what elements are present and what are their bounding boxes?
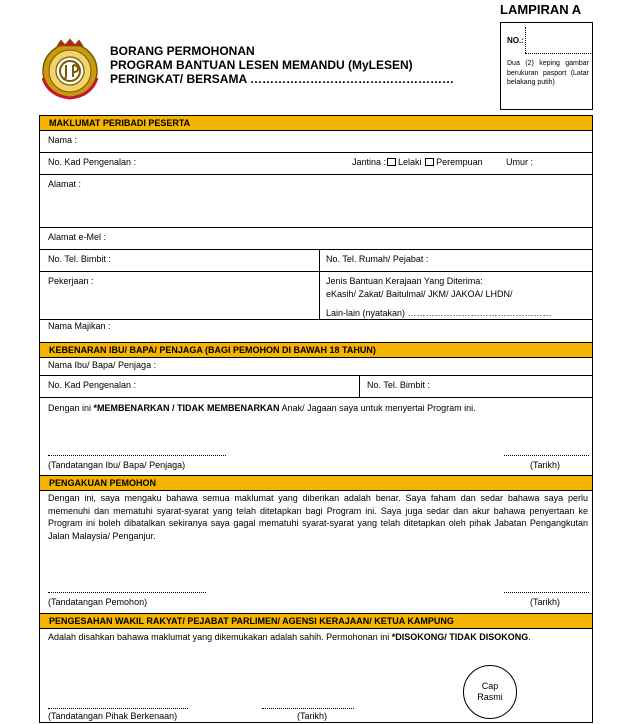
verifier-signature-line[interactable]	[48, 708, 188, 709]
row-divider	[40, 357, 592, 358]
row-divider	[40, 628, 592, 629]
row-divider	[40, 227, 592, 228]
stamp-label-line2: Rasmi	[477, 692, 503, 702]
female-checkbox[interactable]	[425, 158, 434, 166]
row-divider	[40, 152, 592, 153]
mobile-phone-label[interactable]: No. Tel. Bimbit :	[48, 254, 111, 264]
row-divider	[40, 375, 592, 376]
verifier-date-label: (Tarikh)	[297, 711, 328, 721]
gov-aid-title: Jenis Bantuan Kerajaan Yang Diterima:	[326, 276, 483, 286]
parent-mobile-label[interactable]: No. Tel. Bimbit :	[367, 380, 430, 390]
address-label[interactable]: Alamat :	[48, 179, 82, 189]
parent-name-label[interactable]: Nama Ibu/ Bapa/ Penjaga :	[48, 360, 157, 370]
parent-date-label: (Tarikh)	[530, 460, 561, 470]
gov-aid-other[interactable]: Lain-lain (nyatakan) …………………………………………	[326, 308, 552, 318]
email-label[interactable]: Alamat e-Mel :	[48, 232, 107, 242]
section-parent-consent-header: KEBENARAN IBU/ BAPA/ PENJAGA (BAGI PEMOHON DI BAWAH 18 TAHUN)	[40, 343, 592, 357]
reference-number-field[interactable]	[525, 53, 591, 54]
verification-statement: Adalah disahkan bahawa maklumat yang dikemukakan adalah sahih. Permohonan ini *DISOKONG/ TIDAK DISOKONG.	[48, 632, 531, 642]
parent-consent-statement: Dengan ini *MEMBENARKAN / TIDAK MEMBENARKAN Anak/ Jagaan saya untuk menyertai Program ini.	[48, 403, 476, 413]
row-divider	[40, 271, 592, 272]
applicant-signature-label: (Tandatangan Pemohon)	[48, 597, 148, 607]
age-label[interactable]: Umur :	[506, 157, 533, 167]
section-personal-info-header: MAKLUMAT PERIBADI PESERTA	[40, 116, 592, 130]
reference-number-box	[500, 22, 593, 110]
section-verification-header: PENGESAHAN WAKIL RAKYAT/ PEJABAT PARLIMEN/ AGENSI KERAJAAN/ KETUA KAMPUNG	[40, 614, 592, 628]
form-title	[110, 44, 454, 86]
photo-note: Dua (2) keping gambar berukuran pasport (Latar belakang putih)	[507, 60, 589, 86]
female-label: Perempuan	[436, 157, 483, 167]
employer-name-label[interactable]: Nama Majikan :	[48, 321, 111, 331]
row-divider	[40, 174, 592, 175]
form-title-line2: PROGRAM BANTUAN LESEN MEMANDU (MyLESEN)	[110, 58, 413, 72]
consent-option[interactable]: *MEMBENARKAN / TIDAK MEMBENARKAN	[93, 403, 280, 413]
gender-label: Jantina :	[352, 157, 387, 167]
occupation-label[interactable]: Pekerjaan :	[48, 276, 94, 286]
row-divider	[40, 130, 592, 131]
row-divider	[40, 490, 592, 491]
row-divider	[40, 249, 592, 250]
ic-number-label[interactable]: No. Kad Pengenalan :	[48, 157, 137, 167]
gender-field	[352, 157, 483, 167]
lampiran-label: LAMPIRAN A	[500, 2, 582, 17]
gov-aid-options[interactable]: eKasih/ Zakat/ Baitulmal/ JKM/ JAKOA/ LHDN/	[326, 289, 513, 299]
name-label[interactable]: Nama :	[48, 135, 78, 145]
jpj-logo-icon	[39, 38, 101, 100]
column-divider	[359, 375, 360, 397]
row-divider	[40, 397, 592, 398]
parent-signature-label: (Tandatangan Ibu/ Bapa/ Penjaga)	[48, 460, 186, 470]
applicant-date-label: (Tarikh)	[530, 597, 561, 607]
reference-number-label: NO.:	[507, 36, 524, 45]
male-checkbox[interactable]	[387, 158, 396, 166]
application-form	[39, 115, 593, 723]
applicant-signature-line[interactable]	[48, 592, 206, 593]
parent-signature-line[interactable]	[48, 455, 226, 456]
verifier-date-line[interactable]	[262, 708, 354, 709]
form-title-line3: PERINGKAT/ BERSAMA ……………………………………………	[110, 72, 455, 86]
parent-ic-label[interactable]: No. Kad Pengenalan :	[48, 380, 137, 390]
reference-number-divider	[525, 27, 527, 53]
column-divider	[319, 249, 320, 319]
verifier-signature-label: (Tandatangan Pihak Berkenaan)	[48, 711, 178, 721]
parent-date-line[interactable]	[504, 455, 589, 456]
male-label: Lelaki	[398, 157, 422, 167]
official-stamp-area	[463, 665, 517, 719]
support-option[interactable]: *DISOKONG/ TIDAK DISOKONG	[391, 632, 529, 642]
section-declaration-header: PENGAKUAN PEMOHON	[40, 476, 592, 490]
applicant-date-line[interactable]	[504, 592, 589, 593]
form-title-line1: BORANG PERMOHONAN	[110, 44, 255, 58]
stamp-label-line1: Cap	[481, 681, 499, 691]
home-office-phone-label[interactable]: No. Tel. Rumah/ Pejabat :	[326, 254, 429, 264]
declaration-text: Dengan ini, saya mengaku bahawa semua maklumat yang diberikan adalah benar. Saya faham dan sedar bahawa saya perlu memenuhi dan mematuhi syarat-syarat yang telah ditetapkan bagi Program ini. Saya juga sedar dan akur bahawa penyertaan ke Program ini boleh dibatalkan sekiranya saya gagal mematuhi syarat-syarat yang telah ditetapkan oleh pihak Jabatan Pengangkutan Jalan Malaysia/ Penganjur.	[48, 493, 588, 541]
row-divider	[40, 319, 592, 320]
